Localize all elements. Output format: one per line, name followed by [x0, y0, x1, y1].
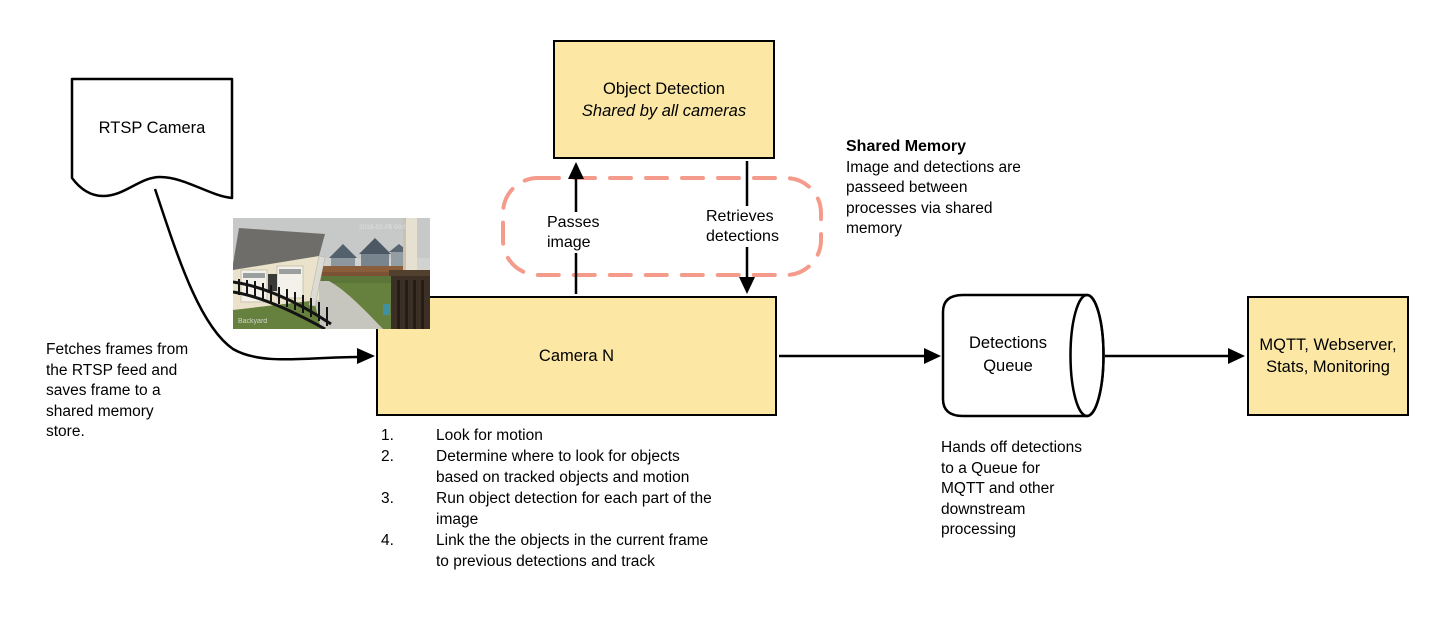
camera-step	[381, 446, 712, 488]
step-line: to previous detections and track	[436, 553, 655, 570]
step-line: Run object detection for each part of the	[436, 490, 712, 507]
text-line: image	[547, 233, 591, 251]
text-line: Passes	[547, 214, 600, 231]
arrowhead-retrieves-detections	[739, 277, 755, 294]
step-line: Look for motion	[436, 427, 543, 444]
detections-queue-label	[943, 332, 1073, 378]
step-line: Link the the objects in the current frame	[436, 532, 709, 549]
text-line: MQTT and other	[941, 480, 1055, 497]
object-detection-box	[553, 40, 775, 159]
camera-steps-list	[381, 425, 712, 572]
text-line: MQTT, Webserver,	[1259, 336, 1397, 354]
rtsp-camera-label: RTSP Camera	[98, 119, 206, 137]
arrowhead-camera-to-queue	[924, 348, 941, 364]
camera-step	[381, 425, 712, 446]
step-line: based on tracked objects and motion	[436, 469, 690, 486]
text-line: shared memory	[46, 402, 154, 420]
text-line: to a Queue for	[941, 459, 1041, 477]
text-line: memory	[846, 220, 902, 237]
snapshot-camera-name: Backyard	[238, 318, 268, 325]
shared-memory-note	[846, 137, 1066, 240]
step-number: 2.	[381, 448, 394, 465]
text-line: Stats, Monitoring	[1266, 358, 1390, 376]
retrieves-detections-label	[703, 206, 782, 247]
step-number: 1.	[381, 427, 394, 444]
text-line: Retrieves	[706, 208, 774, 225]
text-line: Queue	[983, 357, 1033, 375]
step-number: 3.	[381, 490, 394, 507]
text-line: processing	[941, 521, 1016, 538]
text-line: Fetches frames from	[46, 341, 189, 358]
camera-n-label: Camera N	[538, 347, 615, 365]
text-line: saves frame to a	[46, 382, 161, 399]
arrowhead-rtsp-to-camera	[357, 348, 375, 364]
step-number: 4.	[381, 532, 394, 549]
arrowhead-queue-to-mqtt	[1228, 348, 1245, 364]
text-line: detections	[706, 227, 779, 245]
shared-memory-note-title: Shared Memory	[846, 138, 967, 155]
camera-step	[381, 530, 712, 572]
text-line: passeed between	[846, 179, 968, 196]
text-line: store.	[46, 423, 85, 440]
text-line: downstream	[941, 500, 1026, 518]
snapshot-timestamp: 2019-02-05 00:00	[359, 224, 411, 231]
text-line: Image and detections are	[846, 158, 1021, 176]
text-line: processes via shared	[846, 199, 993, 217]
text-line: Detections	[969, 334, 1047, 352]
passes-image-label	[544, 212, 602, 253]
camera-snapshot-image	[233, 218, 430, 329]
text-line: the RTSP feed and	[46, 361, 178, 379]
object-detection-subtitle: Shared by all cameras	[581, 101, 747, 120]
step-line: image	[436, 511, 479, 528]
fetch-note	[46, 340, 246, 443]
mqtt-box	[1247, 296, 1409, 416]
step-line: Determine where to look for objects	[436, 448, 680, 465]
queue-note	[941, 438, 1131, 541]
camera-step	[381, 488, 712, 530]
text-line: Hands off detections	[941, 439, 1083, 456]
arrowhead-passes-image	[568, 162, 584, 179]
camera-n-box	[376, 296, 777, 416]
object-detection-title: Object Detection	[603, 79, 725, 98]
teal-object	[383, 304, 390, 315]
